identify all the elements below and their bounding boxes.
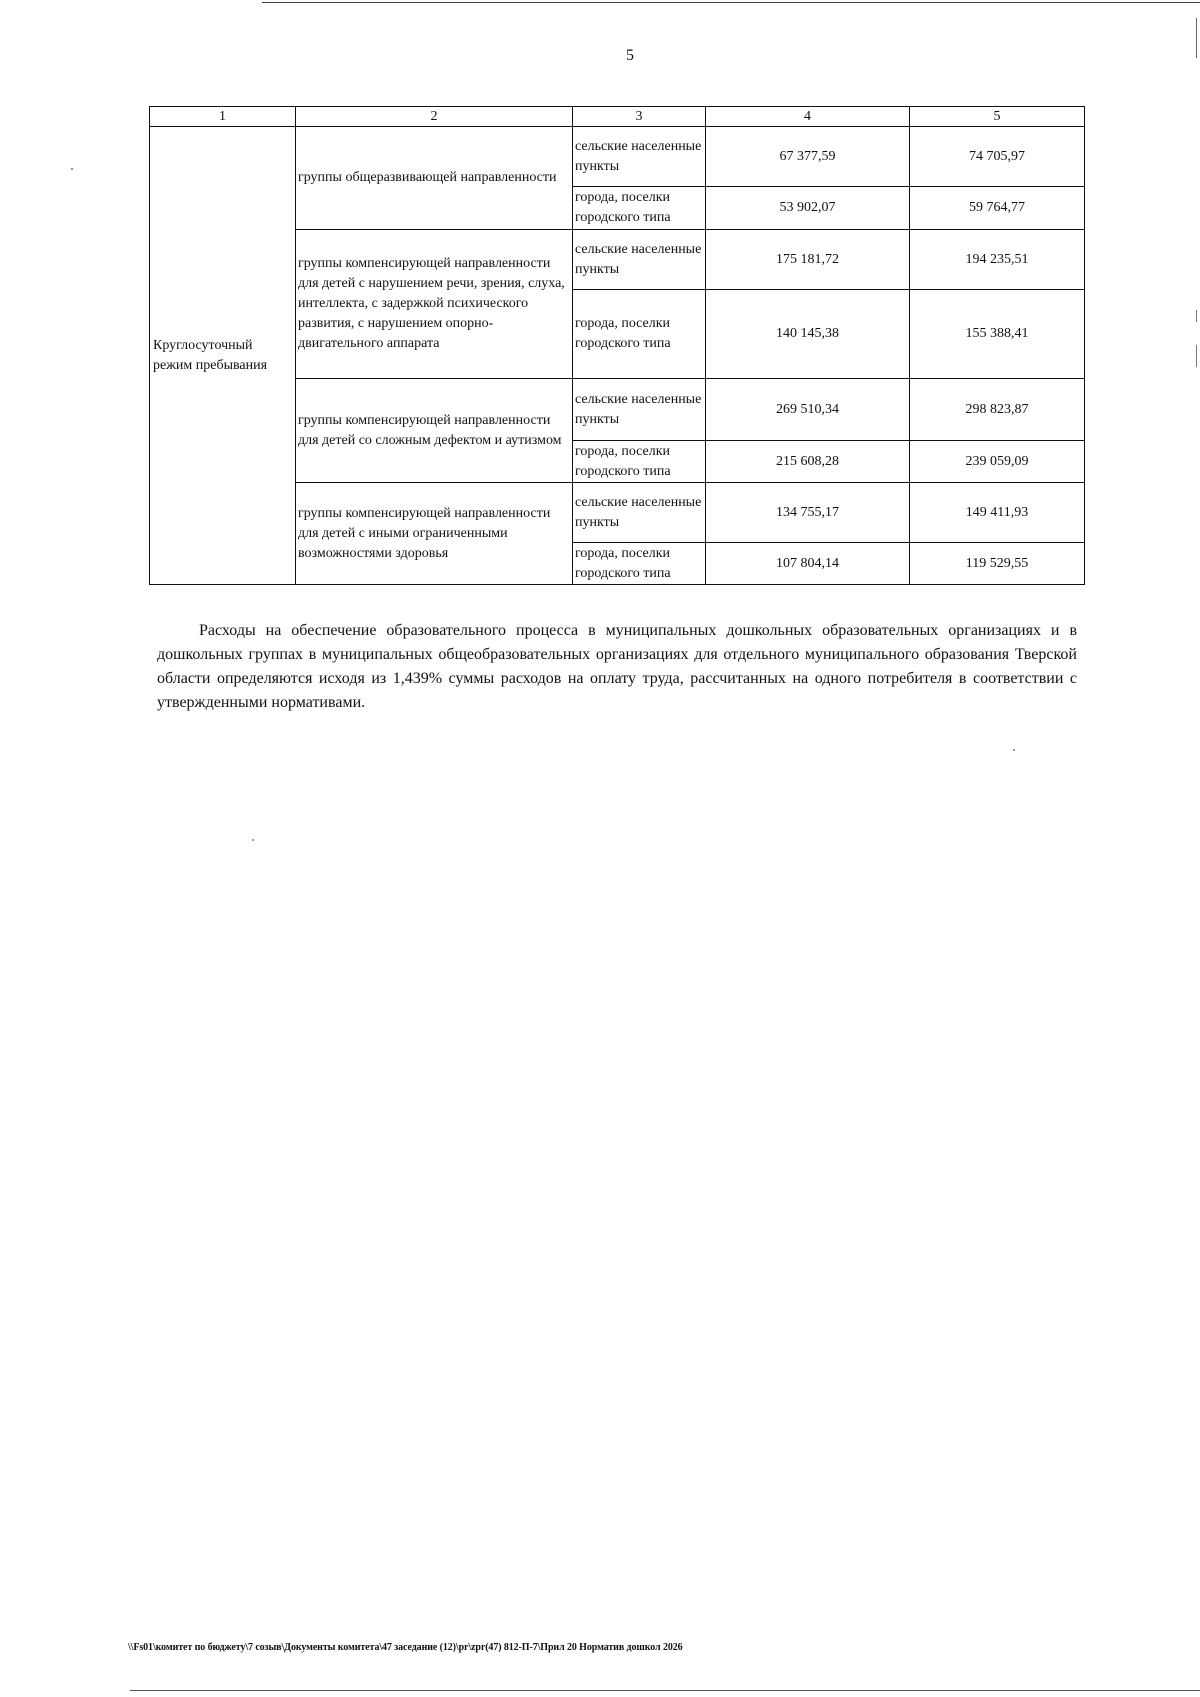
value-cell: 107 804,14	[706, 543, 910, 585]
stay-mode-cell: Круглосуточный режим пребывания	[150, 127, 296, 585]
value-cell: 215 608,28	[706, 441, 910, 483]
table-row	[150, 127, 1085, 187]
group-name-cell: группы компенсирующей направленности для детей с иными ограниченными возможностями здоровья	[296, 483, 573, 585]
page-number: 5	[626, 47, 634, 64]
standards-table	[149, 106, 1085, 585]
value-cell: 149 411,93	[910, 483, 1085, 543]
value-cell: 194 235,51	[910, 230, 1085, 290]
settlement-type-cell: города, поселки городского типа	[573, 441, 706, 483]
settlement-type-cell: города, поселки городского типа	[573, 543, 706, 585]
settlement-type-cell: города, поселки городского типа	[573, 290, 706, 379]
table-header-row	[150, 107, 1085, 127]
value-cell: 74 705,97	[910, 127, 1085, 187]
value-cell: 269 510,34	[706, 379, 910, 441]
value-cell: 119 529,55	[910, 543, 1085, 585]
value-cell: 298 823,87	[910, 379, 1085, 441]
scan-speck	[252, 839, 254, 841]
value-cell: 134 755,17	[706, 483, 910, 543]
file-path-footer: \\Fs01\комитет по бюджету\7 созыв\Документы комитета\47 заседание (12)\pr\zpr(47) 812-П-7\Прил 20 Норматив дошкол 2026	[128, 1642, 683, 1653]
settlement-type-cell: города, поселки городского типа	[573, 187, 706, 230]
column-header: 3	[573, 107, 706, 127]
settlement-type-cell: сельские населенные пункты	[573, 483, 706, 543]
scan-edge-bottom	[130, 1690, 1200, 1691]
group-name-cell: группы компенсирующей направленности для детей со сложным дефектом и аутизмом	[296, 379, 573, 483]
group-name-cell: группы общеразвивающей направленности	[296, 127, 573, 230]
scan-edge-right	[1196, 18, 1197, 58]
value-cell: 140 145,38	[706, 290, 910, 379]
scan-speck	[1196, 310, 1197, 322]
scan-speck	[1013, 749, 1015, 751]
value-cell: 67 377,59	[706, 127, 910, 187]
settlement-type-cell: сельские населенные пункты	[573, 230, 706, 290]
value-cell: 155 388,41	[910, 290, 1085, 379]
scan-speck	[71, 168, 73, 170]
column-header: 5	[910, 107, 1085, 127]
value-cell: 59 764,77	[910, 187, 1085, 230]
settlement-type-cell: сельские населенные пункты	[573, 127, 706, 187]
scan-speck	[1196, 345, 1197, 367]
column-header: 2	[296, 107, 573, 127]
column-header: 1	[150, 107, 296, 127]
group-name-cell: группы компенсирующей направленности для детей с нарушением речи, зрения, слуха, интеллекта, с задержкой психического развития, с нарушением опорно-двигательного аппарата	[296, 230, 573, 379]
value-cell: 53 902,07	[706, 187, 910, 230]
scan-edge-top	[262, 2, 1200, 3]
value-cell: 239 059,09	[910, 441, 1085, 483]
value-cell: 175 181,72	[706, 230, 910, 290]
column-header: 4	[706, 107, 910, 127]
expenses-paragraph: Расходы на обеспечение образовательного процесса в муниципальных дошкольных образовательных организациях и в дошкольных группах в муниципальных общеобразовательных организациях для отдельного муниципального образования Тверской области определяются исходя из 1,439% суммы расходов на оплату труда, рассчитанных на одного потребителя в соответствии с утвержденными нормативами.	[157, 622, 1077, 711]
settlement-type-cell: сельские населенные пункты	[573, 379, 706, 441]
